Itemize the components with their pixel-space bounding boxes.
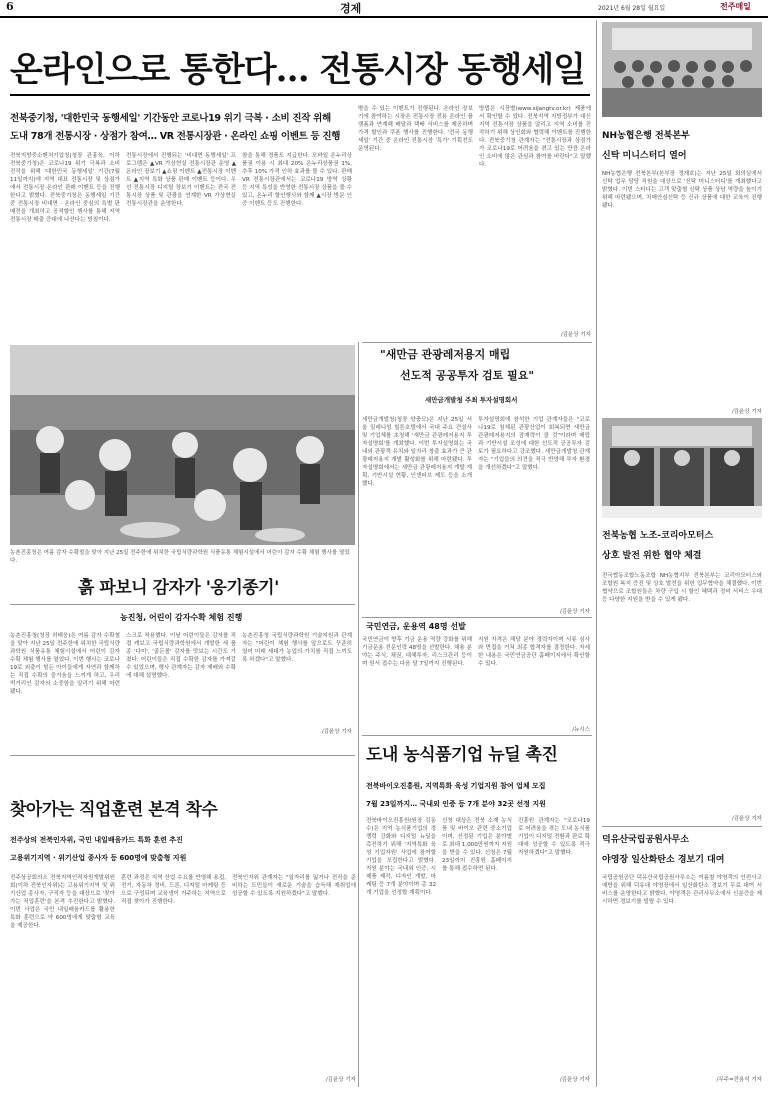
lead-column-4: 밖을 수 있는 이벤트가 진행된다. 온라인 장보기에 참여하는 시장은 전통시장 전용 온라인 플랫폼과 연계해 배달과 택배 서비스를 제공하며 가격 할인과 쿠폰 행사를 진행한다. '전국 동행세일' 기간 중 온라인 전통시장 '특가' 기획전도 운영된다. xyxy=(358,106,473,152)
sidebar-3-byline: /무주=전용석 기자 xyxy=(716,1077,762,1083)
invest-headline-2: 선도적 공공투자 검토 필요" xyxy=(400,369,535,382)
pension-column-2: 지원 자격은 해당 분야 경력자이며 서류 심사와 면접을 거쳐 최종 합격자를 결정한다. 자세한 내용은 국민연금공단 홈페이지에서 확인할 수 있다. xyxy=(478,637,590,667)
potato-column-3: 농촌진흥청 국립식량과학원 기술지원과 관계자는 "어린이 체험 행사를 앞으로도 꾸준히 열어 미래 세대가 농업의 가치를 직접 느끼도록 하겠다"고 말했다. xyxy=(242,633,352,663)
lead-divider xyxy=(10,94,590,96)
potato-column-2: 스크로 착용했다. 이날 어린이들은 감자를 직접 캐보고 국립식량과학원에서 개발한 새 품종 '다미', '골든볼' 감자를 맛보는 시간도 가졌다. 어린이들은 직접 수확한 감자를 가져갈 수 있었으며, 행사 관계자는 감자 재배와 수확에 대해 설명했다. xyxy=(126,633,236,679)
lead-column-5: 방법은 시장별(www.sijangtv.or.kr) 제품에서 확인할 수 있다. 전북지역 지방정부가 대신 지역 전통시장 상품을 알리고 지역 소비를 진작하기 위해 상인회와 협력해 이벤트를 진행한다. 전북중기청 관계자는 "전통시장과 상점가가 코로나19로 어려움을 겪고 있는 만큼 온라인 소비에 많은 관심과 참여를 바란다"고 말했다. xyxy=(479,106,591,168)
training-top-rule xyxy=(10,755,355,756)
pension-top-rule xyxy=(362,617,592,618)
newdeal-column-3: 진흥원 관계자는 "코로나19로 어려움을 겪는 도내 농식품기업이 디지털 전환과 판로 확대에 성공할 수 있도록 적극 지원하겠다"고 말했다. xyxy=(518,818,590,856)
training-column-1: 전주상공회의소 전북지역인적자원개발위원회(이하 전북인자위)는 고용위기지역 및 위기산업 종사자, 구직자 등을 대상으로 '찾아가는 직업훈련'을 본격 추진한다고 밝혔다. 이번 사업은 국민 내일배움카드를 활용한 특화 훈련으로 약 600명에게 맞춤형 교육을 제공한다. xyxy=(10,875,115,929)
masthead-logo: 전주매일 xyxy=(720,2,751,11)
sidebar-2-subheadline: 상호 발전 위한 협약 체결 xyxy=(602,551,702,561)
photo-caption: 농촌진흥청은 여름 감자 수확철을 맞아 지난 25일 전주한에 위치한 국립식량과학원 식품유통 체험시설에서 어린이 감자 수확 체험 행사를 열었다. xyxy=(10,550,350,564)
sidebar-3-subheadline: 야영장 일산화탄소 경보기 대여 xyxy=(602,855,725,865)
invest-byline: /김윤상 기자 xyxy=(559,609,590,615)
nh-bank-group-photo xyxy=(602,22,762,117)
sidebar-1-headline: NH농협은행 전북본부 xyxy=(602,131,690,141)
issue-date: 2021년 6월 28일 월요일 xyxy=(598,5,666,12)
newdeal-column-1: 전북바이오진흥원(원장 김동수)은 지역 농식품기업의 경쟁력 강화와 디지털 뉴딜을 촉진하기 위해 '지역특화 육성 기업지원' 사업에 참여할 기업을 모집한다고 밝혔다. 지원 분야는 국내외 인증, 시제품 제작, 디자인 개발, 마케팅 등 7개 분야이며 총 32개 기업을 선정할 계획이다. xyxy=(366,818,436,896)
invest-column-1: 새만금개발청(청장 양충모)은 지난 25일 서울 밀레니엄 힐튼호텔에서 국내 주요 건설사 및 기업체를 초청해 '새만금 관광레저용지 투자설명회'를 개최했다. 이번 투자설명회는 국내외 관광객 유치와 일자리 창출 효과가 큰 관광레저용지 개발 활성화를 위해 마련됐다. 투자설명회에서는 새만금 관광레저용지 개발 계획, 기반시설 현황, 인센티브 제도 등을 소개했다. xyxy=(362,417,472,487)
lead-byline: /김윤상 기자 xyxy=(560,332,591,338)
newdeal-byline: /김윤상 기자 xyxy=(559,1077,590,1083)
lead-subheadline-2: 도내 78개 전통시장 · 상점가 참여… VR 전통시장관 · 온라인 쇼핑 이벤트 등 진행 xyxy=(10,131,341,142)
training-byline: /김윤상 기자 xyxy=(325,1077,356,1083)
sidebar-1-byline: /김윤상 기자 xyxy=(731,409,762,415)
training-subheadline-2: 고용위기지역 · 위기산업 종사자 등 600명에 맞춤형 지원 xyxy=(10,854,187,862)
newdeal-top-rule xyxy=(362,735,592,736)
lead-column-3: 참을 통해 경품도 지급한다. 모바일 온누리상품권 이용 시 최대 20% 온누리상품권 1%, 추후 10% 가격 인하 효과를 볼 수 있다. 판매 VR 전통시장관에서는 코로나19 방역 상황 등 지역 특성을 반영한 전통시장 상품을 볼 수 있고, 온누리 할인행사와 함께 ▲시장 방문 인증 이벤트 등도 진행한다. xyxy=(242,153,352,207)
sidebar-3-body: 국립공원공단 덕유산국립공원사무소는 여름철 야영객의 안전사고 예방을 위해 덕유대 야영장에서 일산화탄소 경보기 무료 대여 서비스를 운영한다고 밝혔다. 야영객은 관리사무소에서 신분증을 제시하면 경보기를 빌릴 수 있다. xyxy=(602,875,762,905)
training-column-2: 훈련 과정은 지역 산업 수요를 반영해 용접, 전기, 자동차 정비, 드론, 디지털 마케팅 등으로 구성되며 교육생이 거주하는 지역으로 직접 찾아가 진행한다. xyxy=(121,875,226,905)
page-number: 6 xyxy=(6,0,14,13)
potato-byline: /김윤상 기자 xyxy=(321,729,352,735)
sidebar-2-headline: 전북농협 노조-코리아모터스 xyxy=(602,531,714,541)
sidebar-2-byline: /김윤상 기자 xyxy=(731,816,762,822)
potato-subheadline: 농진청, 어린이 감자수확 체험 진행 xyxy=(120,613,243,622)
lead-subheadline-1: 전북중기청, '대한민국 동행세일' 기간동안 코로나19 위기 극복 · 소비 진작 위해 xyxy=(10,113,331,124)
union-agreement-photo xyxy=(602,418,762,518)
potato-harvest-photo xyxy=(10,345,355,545)
sidebar-1-body: NH농협은행 전북본부(본부장 정재호)는 지난 25일 회의실에서 신탁 업무 담당 직원을 대상으로 '신탁 미니스터디'를 개최했다고 밝혔다. 이번 스터디는 고객 맞춤형 신탁 상품 상담 역량을 높이기 위해 마련됐으며, 치매안심신탁 등 신규 상품에 대한 교육이 진행됐다. xyxy=(602,171,762,209)
lead-column-1: 전북지방중소벤처기업청(청장 관홍육, 이하 전북중기청)은 코로나19 위기 극복과 소비 진작을 위해 '대한민국 동행세일' 기간(7월 11일까지)에 지역 대표 전통시장 및 상점가에서 전통시장 온라인 판매 이벤트 등을 진행한다고 밝혔다. 전북중기청은 동행세일 기간 중 전통시장 비대면 · 온라인 중심의 특별 판매전을 개최하고 공적할인 행사를 통해 지역 전통시장 매출 증대에 나선다는 방침이다. xyxy=(10,153,120,223)
potato-column-1: 농촌진흥청(청장 허태웅)은 여름 감자 수확철을 맞아 지난 25일 전주한에 위치한 국립식량과학원 식품유통 체험시설에서 어린이 감자 수확 체험 행사를 열었다. 이번 행사는 코로나19로 외출이 힘든 아이들에게 자연과 함께하는 직접 수확의 즐거움을 느끼게 하고, 우리 먹거리인 감자의 소중함을 알리기 위해 마련됐다. xyxy=(10,633,120,695)
newdeal-subheadline-2: 7월 23일까지… 국내외 인증 등 7개 분야 32곳 선정 지원 xyxy=(366,800,546,808)
lead-headline: 온라인으로 통한다… 전통시장 동행세일 xyxy=(10,50,586,90)
sidebar-3-top-rule xyxy=(602,826,762,827)
lead-column-2: 전통시장에서 진행되는 '비대면 동행세일' 프로그램은 ▲VR 가상현실 전통시장관 운영 ▲온라인 장보기 ▲쇼핑 이벤트 ▲전통시장 이벤트 ▲지역 특화 상품 판매 이벤트 등이다. 우선 전통시장 디지털 장보기 이벤트는 전국 전통시장 상품 및 관광을 연계한 VR 가상현실 전통시장관을 운영한다. xyxy=(126,153,236,207)
training-subheadline-1: 전주상의 전북인자위, 국민 내일배움카드 특화 훈련 추진 xyxy=(10,836,183,844)
training-headline: 찾아가는 직업훈련 본격 착수 xyxy=(10,800,218,820)
invest-subheadline: 새만금개발청 주최 투자설명회서 xyxy=(425,396,518,404)
sidebar-separator xyxy=(596,20,597,1087)
training-column-3: 전북인자위 관계자는 "일자리를 잃거나 전직을 준비하는 도민들이 새로운 기술을 습득해 재취업에 성공할 수 있도록 지원하겠다"고 말했다. xyxy=(232,875,356,897)
pension-byline: /뉴시스 xyxy=(572,727,590,733)
column-separator xyxy=(358,342,359,1087)
newdeal-subheadline-1: 전북바이오진흥원, 지역특화 육성 기업지원 참여 업체 모집 xyxy=(366,782,546,790)
pension-headline: 국민연금, 운용역 48명 선발 xyxy=(366,622,466,631)
sidebar-3-headline: 덕유산국립공원사무소 xyxy=(602,835,689,845)
section-name: 경제 xyxy=(340,2,362,15)
potato-divider xyxy=(10,604,355,605)
newdeal-column-2: 신청 대상은 전북 소재 농식품 및 바이오 관련 중소기업이며, 선정된 기업은 분야별로 최대 1,000만원까지 지원을 받을 수 있다. 신청은 7월 23일까지 진흥원 홈페이지를 통해 접수하면 된다. xyxy=(442,818,512,872)
invest-headline-1: "새만금 관광레저용지 매립 xyxy=(380,348,511,361)
invest-top-rule xyxy=(362,342,592,343)
sidebar-1-subheadline: 신탁 미니스터디 열어 xyxy=(602,151,687,161)
pension-column-1: 국민연금이 향후 기금 운용 역량 강화를 위해 기금운용 전문인력 48명을 선발한다. 채용 분야는 주식, 채권, 대체투자, 리스크관리 등이며 원서 접수는 다음 달 7일까지 진행된다. xyxy=(362,637,472,667)
sidebar-2-body: 전국협동조합노동조합 NH농협지부 전북본부는 코리아모터스와 조합원 복지 증진 및 상호 발전을 위한 업무협약을 체결했다. 이번 협약으로 조합원들은 차량 구입 시 할인 혜택과 정비 서비스 우대 등 다양한 지원을 받을 수 있게 됐다. xyxy=(602,573,762,603)
newdeal-headline: 도내 농식품기업 뉴딜 촉진 xyxy=(366,745,558,765)
invest-column-2: 투자설명회에 참석한 기업 관계자들은 "코로나19로 침체된 관광산업이 회복되면 새만금 관광레저용지의 잠재력이 클 것"이라며 매립과 기반시설 조성에 대한 선도적 공공투자 검토가 필요하다고 강조했다. 새만금개발청 관계자는 "기업들의 의견을 적극 반영해 투자 환경을 개선하겠다"고 말했다. xyxy=(478,417,590,471)
potato-headline: 흙 파보니 감자가 '옹기종기' xyxy=(78,578,279,598)
